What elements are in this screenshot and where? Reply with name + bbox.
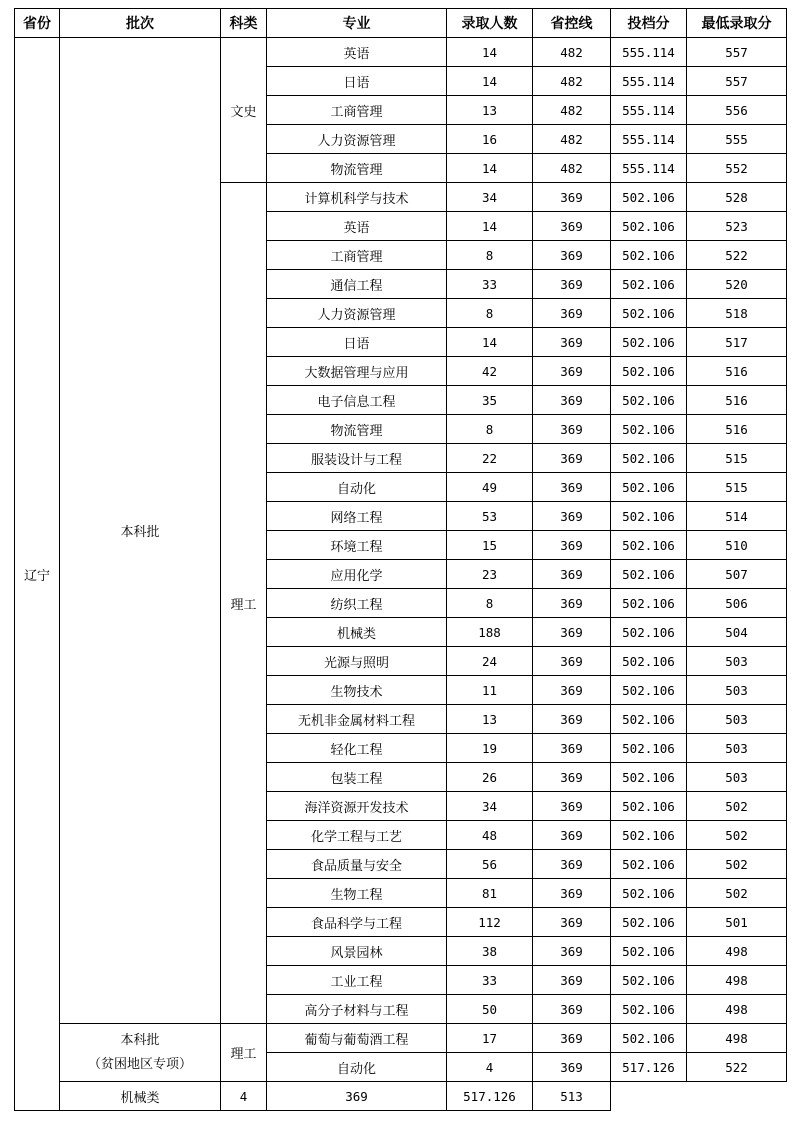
min-score-cell: 516	[687, 415, 787, 444]
file-score-cell: 502.106	[611, 415, 687, 444]
control-line-cell: 369	[533, 792, 611, 821]
file-score-cell: 502.106	[611, 589, 687, 618]
file-score-cell: 502.106	[611, 937, 687, 966]
province-cell: 辽宁	[15, 38, 60, 1111]
control-line-cell: 369	[533, 531, 611, 560]
file-score-cell: 502.106	[611, 531, 687, 560]
control-line-cell: 369	[533, 647, 611, 676]
file-score-cell: 502.106	[611, 618, 687, 647]
admitted-cell: 13	[447, 705, 533, 734]
file-score-cell: 502.106	[611, 560, 687, 589]
category-cell-arts: 文史	[221, 38, 267, 183]
batch-cell: 本科批	[60, 38, 221, 1024]
control-line-cell: 369	[533, 212, 611, 241]
admitted-cell: 23	[447, 560, 533, 589]
major-cell: 日语	[267, 67, 447, 96]
admitted-cell: 34	[447, 792, 533, 821]
control-line-cell: 369	[533, 937, 611, 966]
min-score-cell: 501	[687, 908, 787, 937]
admitted-cell: 38	[447, 937, 533, 966]
major-cell: 自动化	[267, 473, 447, 502]
header-major: 专业	[267, 9, 447, 38]
control-line-cell: 369	[533, 386, 611, 415]
admission-table	[14, 8, 787, 1111]
major-cell: 工商管理	[267, 241, 447, 270]
file-score-cell: 517.126	[611, 1053, 687, 1082]
major-cell: 包装工程	[267, 763, 447, 792]
admitted-cell: 8	[447, 299, 533, 328]
file-score-cell: 502.106	[611, 183, 687, 212]
file-score-cell: 502.106	[611, 792, 687, 821]
min-score-cell: 552	[687, 154, 787, 183]
major-cell: 人力资源管理	[267, 299, 447, 328]
file-score-cell: 502.106	[611, 705, 687, 734]
header-file-score: 投档分	[611, 9, 687, 38]
min-score-cell: 528	[687, 183, 787, 212]
major-cell: 环境工程	[267, 531, 447, 560]
table-body	[15, 38, 787, 1111]
control-line-cell: 482	[533, 38, 611, 67]
control-line-cell: 369	[533, 357, 611, 386]
admitted-cell: 8	[447, 589, 533, 618]
major-cell: 应用化学	[267, 560, 447, 589]
min-score-cell: 503	[687, 705, 787, 734]
file-score-cell: 502.106	[611, 676, 687, 705]
control-line-cell: 369	[267, 1082, 447, 1111]
major-cell: 生物工程	[267, 879, 447, 908]
admitted-cell: 19	[447, 734, 533, 763]
header-batch: 批次	[60, 9, 221, 38]
min-score-cell: 498	[687, 966, 787, 995]
control-line-cell: 482	[533, 125, 611, 154]
control-line-cell: 369	[533, 183, 611, 212]
major-cell: 物流管理	[267, 415, 447, 444]
admitted-cell: 48	[447, 821, 533, 850]
header-category: 科类	[221, 9, 267, 38]
min-score-cell: 504	[687, 618, 787, 647]
major-cell: 自动化	[267, 1053, 447, 1082]
control-line-cell: 369	[533, 618, 611, 647]
admitted-cell: 112	[447, 908, 533, 937]
control-line-cell: 369	[533, 502, 611, 531]
header-row	[15, 9, 787, 38]
major-cell: 化学工程与工艺	[267, 821, 447, 850]
control-line-cell: 369	[533, 705, 611, 734]
file-score-cell: 502.106	[611, 879, 687, 908]
file-score-cell: 555.114	[611, 67, 687, 96]
control-line-cell: 369	[533, 995, 611, 1024]
table-row	[15, 38, 787, 67]
file-score-cell: 502.106	[611, 328, 687, 357]
min-score-cell: 502	[687, 792, 787, 821]
header-min-score: 最低录取分	[687, 9, 787, 38]
file-score-cell: 502.106	[611, 821, 687, 850]
major-cell: 工商管理	[267, 96, 447, 125]
min-score-cell: 523	[687, 212, 787, 241]
admitted-cell: 13	[447, 96, 533, 125]
admitted-cell: 24	[447, 647, 533, 676]
admitted-cell: 14	[447, 38, 533, 67]
major-cell: 服装设计与工程	[267, 444, 447, 473]
major-cell: 食品科学与工程	[267, 908, 447, 937]
admitted-cell: 8	[447, 241, 533, 270]
admitted-cell: 56	[447, 850, 533, 879]
min-score-cell: 503	[687, 676, 787, 705]
admitted-cell: 53	[447, 502, 533, 531]
control-line-cell: 369	[533, 560, 611, 589]
control-line-cell: 369	[533, 299, 611, 328]
admitted-cell: 11	[447, 676, 533, 705]
min-score-cell: 518	[687, 299, 787, 328]
table-row	[15, 1024, 787, 1053]
min-score-cell: 502	[687, 879, 787, 908]
min-score-cell: 498	[687, 937, 787, 966]
min-score-cell: 557	[687, 67, 787, 96]
min-score-cell: 503	[687, 647, 787, 676]
admitted-cell: 49	[447, 473, 533, 502]
major-cell: 海洋资源开发技术	[267, 792, 447, 821]
major-cell: 电子信息工程	[267, 386, 447, 415]
file-score-cell: 555.114	[611, 154, 687, 183]
admitted-cell: 22	[447, 444, 533, 473]
batch-special-line1: 本科批	[120, 1032, 160, 1048]
file-score-cell: 502.106	[611, 763, 687, 792]
major-cell: 日语	[267, 328, 447, 357]
category-cell-science: 理工	[221, 183, 267, 1024]
major-cell: 纺织工程	[267, 589, 447, 618]
admitted-cell: 26	[447, 763, 533, 792]
control-line-cell: 369	[533, 589, 611, 618]
batch-special-line2: （贫困地区专项）	[87, 1056, 192, 1072]
file-score-cell: 502.106	[611, 908, 687, 937]
control-line-cell: 369	[533, 850, 611, 879]
control-line-cell: 369	[533, 241, 611, 270]
file-score-cell: 502.106	[611, 734, 687, 763]
admitted-cell: 35	[447, 386, 533, 415]
major-cell: 物流管理	[267, 154, 447, 183]
file-score-cell: 502.106	[611, 299, 687, 328]
major-cell: 计算机科学与技术	[267, 183, 447, 212]
control-line-cell: 369	[533, 734, 611, 763]
min-score-cell: 522	[687, 241, 787, 270]
control-line-cell: 369	[533, 763, 611, 792]
admitted-cell: 4	[447, 1053, 533, 1082]
control-line-cell: 369	[533, 966, 611, 995]
control-line-cell: 482	[533, 67, 611, 96]
control-line-cell: 369	[533, 415, 611, 444]
min-score-cell: 557	[687, 38, 787, 67]
file-score-cell: 502.106	[611, 995, 687, 1024]
admitted-cell: 33	[447, 966, 533, 995]
major-cell: 英语	[267, 212, 447, 241]
major-cell: 机械类	[60, 1082, 221, 1111]
admitted-cell: 33	[447, 270, 533, 299]
file-score-cell: 502.106	[611, 1024, 687, 1053]
admitted-cell: 16	[447, 125, 533, 154]
file-score-cell: 502.106	[611, 473, 687, 502]
control-line-cell: 482	[533, 96, 611, 125]
table-row	[15, 1082, 787, 1111]
min-score-cell: 516	[687, 357, 787, 386]
file-score-cell: 502.106	[611, 270, 687, 299]
major-cell: 轻化工程	[267, 734, 447, 763]
file-score-cell: 502.106	[611, 502, 687, 531]
control-line-cell: 369	[533, 270, 611, 299]
file-score-cell: 555.114	[611, 38, 687, 67]
admitted-cell: 14	[447, 67, 533, 96]
min-score-cell: 498	[687, 995, 787, 1024]
control-line-cell: 482	[533, 154, 611, 183]
file-score-cell: 502.106	[611, 850, 687, 879]
control-line-cell: 369	[533, 473, 611, 502]
file-score-cell: 517.126	[447, 1082, 533, 1111]
min-score-cell: 522	[687, 1053, 787, 1082]
admitted-cell: 17	[447, 1024, 533, 1053]
major-cell: 工业工程	[267, 966, 447, 995]
major-cell: 葡萄与葡萄酒工程	[267, 1024, 447, 1053]
admitted-cell: 50	[447, 995, 533, 1024]
admitted-cell: 81	[447, 879, 533, 908]
control-line-cell: 369	[533, 676, 611, 705]
min-score-cell: 556	[687, 96, 787, 125]
admitted-cell: 4	[221, 1082, 267, 1111]
min-score-cell: 502	[687, 821, 787, 850]
min-score-cell: 510	[687, 531, 787, 560]
admitted-cell: 188	[447, 618, 533, 647]
control-line-cell: 369	[533, 1024, 611, 1053]
file-score-cell: 502.106	[611, 966, 687, 995]
admitted-cell: 42	[447, 357, 533, 386]
major-cell: 生物技术	[267, 676, 447, 705]
file-score-cell: 555.114	[611, 125, 687, 154]
file-score-cell: 555.114	[611, 96, 687, 125]
min-score-cell: 555	[687, 125, 787, 154]
admitted-cell: 15	[447, 531, 533, 560]
min-score-cell: 507	[687, 560, 787, 589]
file-score-cell: 502.106	[611, 241, 687, 270]
min-score-cell: 503	[687, 734, 787, 763]
major-cell: 人力资源管理	[267, 125, 447, 154]
major-cell: 光源与照明	[267, 647, 447, 676]
major-cell: 机械类	[267, 618, 447, 647]
min-score-cell: 515	[687, 473, 787, 502]
admitted-cell: 14	[447, 154, 533, 183]
min-score-cell: 520	[687, 270, 787, 299]
major-cell: 食品质量与安全	[267, 850, 447, 879]
admitted-cell: 14	[447, 212, 533, 241]
file-score-cell: 502.106	[611, 444, 687, 473]
major-cell: 英语	[267, 38, 447, 67]
admitted-cell: 8	[447, 415, 533, 444]
min-score-cell: 514	[687, 502, 787, 531]
major-cell: 无机非金属材料工程	[267, 705, 447, 734]
category-cell-science-special: 理工	[221, 1024, 267, 1082]
major-cell: 大数据管理与应用	[267, 357, 447, 386]
min-score-cell: 515	[687, 444, 787, 473]
min-score-cell: 513	[533, 1082, 611, 1111]
major-cell: 通信工程	[267, 270, 447, 299]
file-score-cell: 502.106	[611, 647, 687, 676]
batch-cell-special	[60, 1024, 221, 1082]
control-line-cell: 369	[533, 821, 611, 850]
header-control-line: 省控线	[533, 9, 611, 38]
major-cell: 风景园林	[267, 937, 447, 966]
major-cell: 高分子材料与工程	[267, 995, 447, 1024]
file-score-cell: 502.106	[611, 386, 687, 415]
control-line-cell: 369	[533, 908, 611, 937]
admitted-cell: 14	[447, 328, 533, 357]
major-cell: 网络工程	[267, 502, 447, 531]
min-score-cell: 506	[687, 589, 787, 618]
min-score-cell: 516	[687, 386, 787, 415]
file-score-cell: 502.106	[611, 357, 687, 386]
min-score-cell: 517	[687, 328, 787, 357]
min-score-cell: 502	[687, 850, 787, 879]
control-line-cell: 369	[533, 328, 611, 357]
control-line-cell: 369	[533, 1053, 611, 1082]
control-line-cell: 369	[533, 879, 611, 908]
admitted-cell: 34	[447, 183, 533, 212]
min-score-cell: 498	[687, 1024, 787, 1053]
control-line-cell: 369	[533, 444, 611, 473]
file-score-cell: 502.106	[611, 212, 687, 241]
min-score-cell: 503	[687, 763, 787, 792]
header-admitted: 录取人数	[447, 9, 533, 38]
header-province: 省份	[15, 9, 60, 38]
